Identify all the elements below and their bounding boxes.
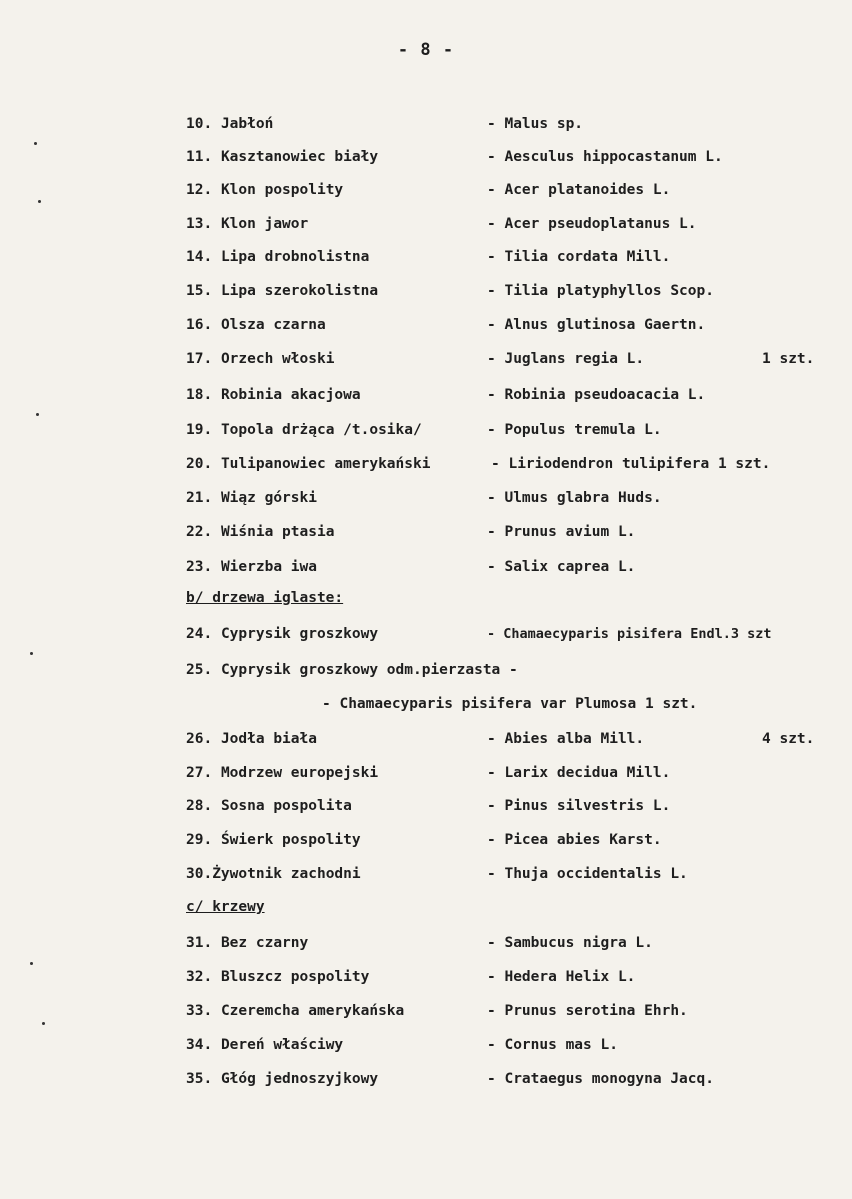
species-latin-34: - Cornus mas L. — [487, 1037, 618, 1053]
species-latin-14: - Tilia cordata Mill. — [487, 249, 671, 265]
species-name-26: 26. Jodła biała — [186, 731, 317, 747]
species-latin-18: - Robinia pseudoacacia L. — [487, 387, 706, 403]
species-name-24: 24. Cyprysik groszkowy — [186, 626, 379, 642]
species-name-22: 22. Wiśnia ptasia — [186, 524, 335, 540]
species-latin-32: - Hedera Helix L. — [487, 969, 636, 985]
species-latin-26: - Abies alba Mill. — [487, 731, 645, 747]
species-name-25: 25. Cyprysik groszkowy odm.pierzasta - — [186, 662, 518, 678]
species-latin-29: - Picea abies Karst. — [487, 832, 662, 848]
species-latin-27: - Larix decidua Mill. — [487, 765, 671, 781]
species-name-23: 23. Wierzba iwa — [186, 559, 317, 575]
margin-speck — [36, 413, 39, 416]
species-latin-30: - Thuja occidentalis L. — [487, 866, 688, 882]
species-latin-13: - Acer pseudoplatanus L. — [487, 216, 697, 232]
species-latin-24: - Chamaecyparis pisifera Endl.3 szt — [487, 626, 772, 642]
species-name-13: 13. Klon jawor — [186, 216, 309, 232]
species-name-12: 12. Klon pospolity — [186, 182, 344, 198]
species-name-17: 17. Orzech włoski — [186, 351, 335, 367]
species-latin-28: - Pinus silvestris L. — [487, 798, 671, 814]
margin-speck — [30, 652, 33, 655]
species-name-30: 30.Żywotnik zachodni — [186, 866, 361, 882]
species-latin-21: - Ulmus glabra Huds. — [487, 490, 662, 506]
species-latin-33: - Prunus serotina Ehrh. — [487, 1003, 688, 1019]
species-qty-26: 4 szt. — [762, 731, 815, 747]
species-name-35: 35. Głóg jednoszyjkowy — [186, 1071, 379, 1087]
species-name-28: 28. Sosna pospolita — [186, 798, 352, 814]
species-name-19: 19. Topola drżąca /t.osika/ — [186, 422, 422, 438]
species-name-34: 34. Dereń właściwy — [186, 1037, 344, 1053]
section-heading-conifers: b/ drzewa iglaste: — [186, 590, 344, 606]
species-name-25-continued: - Chamaecyparis pisifera var Plumosa 1 szt. — [322, 696, 698, 712]
margin-speck — [42, 1022, 45, 1025]
species-latin-22: - Prunus avium L. — [487, 524, 636, 540]
species-name-31: 31. Bez czarny — [186, 935, 309, 951]
species-name-20: 20. Tulipanowiec amerykański — [186, 456, 431, 472]
margin-speck — [30, 962, 33, 965]
species-latin-35: - Crataegus monogyna Jacq. — [487, 1071, 714, 1087]
species-name-15: 15. Lipa szerokolistna — [186, 283, 379, 299]
margin-speck — [34, 142, 37, 145]
species-name-14: 14. Lipa drobnolistna — [186, 249, 370, 265]
species-latin-16: - Alnus glutinosa Gaertn. — [487, 317, 706, 333]
species-name-29: 29. Świerk pospolity — [186, 832, 361, 848]
species-latin-31: - Sambucus nigra L. — [487, 935, 653, 951]
species-latin-15: - Tilia platyphyllos Scop. — [487, 283, 714, 299]
species-name-27: 27. Modrzew europejski — [186, 765, 379, 781]
page-number: - 8 - — [397, 40, 455, 60]
species-name-32: 32. Bluszcz pospolity — [186, 969, 370, 985]
species-latin-12: - Acer platanoides L. — [487, 182, 671, 198]
margin-speck — [38, 200, 41, 203]
section-heading-shrubs: c/ krzewy — [186, 899, 265, 915]
species-name-11: 11. Kasztanowiec biały — [186, 149, 379, 165]
species-latin-11: - Aesculus hippocastanum L. — [487, 149, 723, 165]
species-name-16: 16. Olsza czarna — [186, 317, 326, 333]
species-name-10: 10. Jabłoń — [186, 116, 274, 132]
species-latin-23: - Salix caprea L. — [487, 559, 636, 575]
species-latin-10: - Malus sp. — [487, 116, 584, 132]
species-latin-20: - Liriodendron tulipifera 1 szt. — [491, 456, 771, 472]
species-qty-17: 1 szt. — [762, 351, 815, 367]
species-latin-19: - Populus tremula L. — [487, 422, 662, 438]
species-name-18: 18. Robinia akacjowa — [186, 387, 361, 403]
species-name-21: 21. Wiąz górski — [186, 490, 317, 506]
species-latin-17: - Juglans regia L. — [487, 351, 645, 367]
species-name-33: 33. Czeremcha amerykańska — [186, 1003, 405, 1019]
